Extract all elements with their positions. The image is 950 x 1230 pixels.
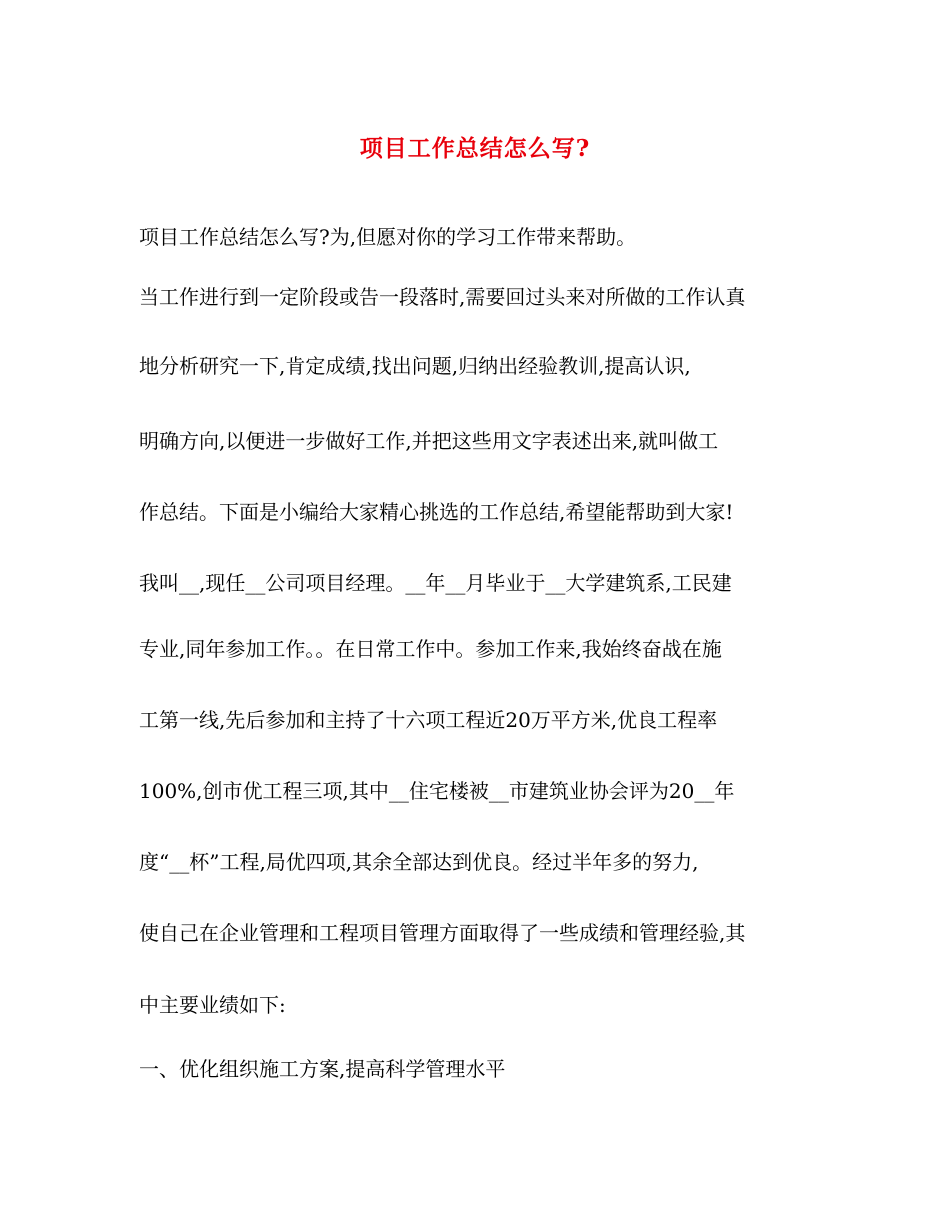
text-line: 中主要业绩如下: [139,993,286,1017]
text-line: 地分析研究一下,肯定成绩,找出问题,归纳出经验教训,提高认识, [139,354,691,378]
text-line: 度“__杯”工程,局优四项,其余全部达到优良。经过半年多的努力, [139,850,699,874]
text-line: 我叫__,现任__公司项目经理。__年__月毕业于__大学建筑系,工民建 [139,571,732,595]
text-line-intro: 项目工作总结怎么写?为,但愿对你的学习工作带来帮助。 [139,225,637,249]
text-line: 工第一线,先后参加和主持了十六项工程近20万平方米,优良工程率 [139,708,718,732]
document-title: 项目工作总结怎么写? [359,135,591,162]
text-line: 当工作进行到一定阶段或告一段落时,需要回过头来对所做的工作认真 [139,285,746,309]
text-line: 使自己在企业管理和工程项目管理方面取得了一些成绩和管理经验,其 [139,921,746,945]
text-line: 作总结。下面是小编给大家精心挑选的工作总结,希望能帮助到大家! [139,500,734,524]
section-heading: 一、优化组织施工方案,提高科学管理水平 [139,1057,506,1081]
text-line: 100%,创市优工程三项,其中__住宅楼被__市建筑业协会评为20__年 [139,779,735,803]
text-line: 明确方向,以便进一步做好工作,并把这些用文字表述出来,就叫做工 [139,429,719,453]
text-line: 专业,同年参加工作。。在日常工作中。参加工作来,我始终奋战在施 [139,637,722,661]
